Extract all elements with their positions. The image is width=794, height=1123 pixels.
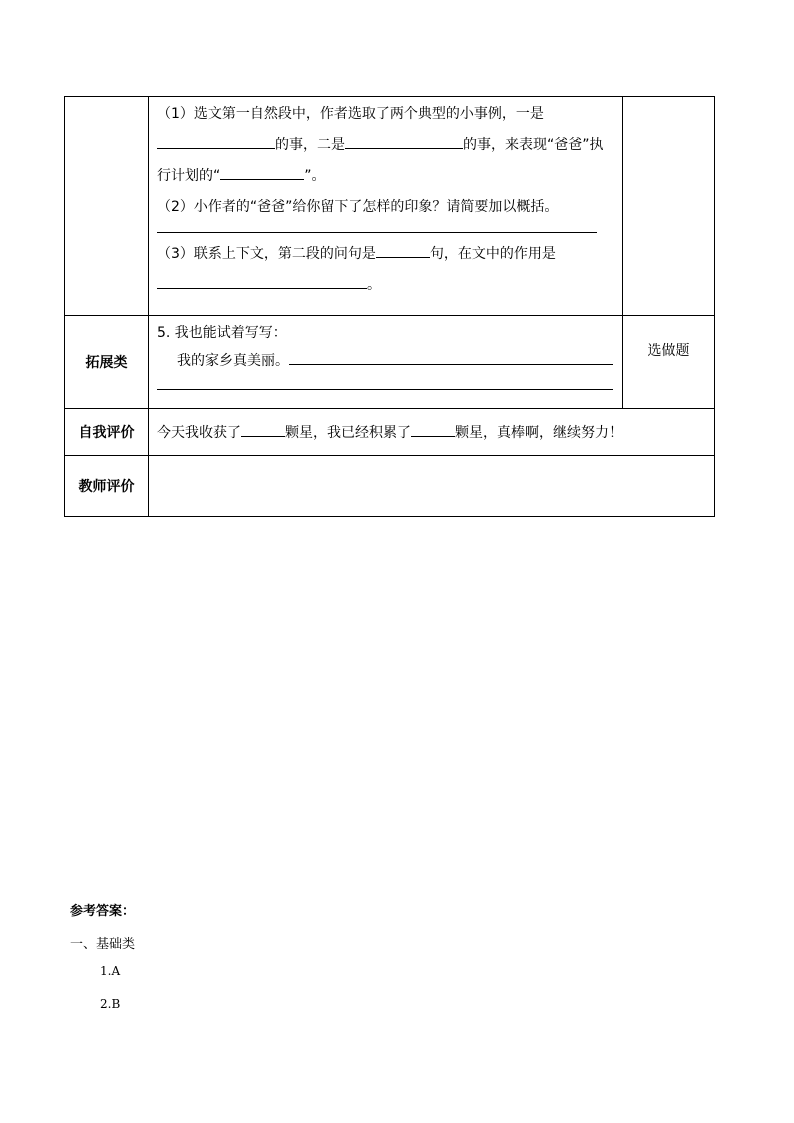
reading-side-cell — [623, 97, 715, 316]
extension-first-line: 我的家乡真美丽。 — [157, 350, 614, 372]
extension-category: 拓展类 — [65, 316, 149, 409]
reading-questions-cell — [149, 97, 623, 316]
answer-blank[interactable] — [157, 274, 367, 289]
question-3-line-1: （3）联系上下文，第二段的问句是 句，在文中的作用是 — [157, 239, 614, 270]
question-2: （2）小作者的“爸爸”给你留下了怎样的印象？请简要加以概括。 — [157, 199, 559, 215]
answer-item: 2.B — [100, 997, 121, 1011]
star-count-blank[interactable] — [241, 422, 285, 437]
extension-row — [65, 316, 715, 409]
teacher-evaluation-row — [65, 456, 715, 517]
answer-blank[interactable] — [157, 134, 275, 149]
question-1-line-1: （1）选文第一自然段中，作者选取了两个典型的小事例，一是 — [157, 106, 544, 122]
self-evaluation-cell — [149, 409, 715, 456]
self-evaluation-text: 今天我收获了 颗星，我已经积累了 颗星，真棒啊，继续努力！ — [157, 422, 706, 443]
optional-note: 选做题 — [647, 343, 690, 359]
teacher-evaluation-category: 教师评价 — [65, 456, 149, 517]
self-evaluation-row — [65, 409, 715, 456]
extension-content-cell — [149, 316, 623, 409]
reading-category-cell — [65, 97, 149, 316]
answer-blank[interactable] — [220, 165, 304, 180]
answer-section-heading: 一、基础类 — [70, 937, 136, 952]
answer-blank[interactable] — [376, 243, 430, 258]
answer-key-title: 参考答案： — [70, 904, 136, 919]
writing-line[interactable] — [157, 388, 613, 390]
worksheet-table — [64, 96, 715, 517]
teacher-evaluation-cell[interactable] — [149, 456, 715, 517]
writing-blank[interactable] — [289, 350, 613, 365]
extension-prompt: 5. 我也能试着写写： — [157, 325, 287, 341]
question-1-line-2: 的事，二是 的事，来表现“爸爸”执 — [157, 130, 614, 161]
answer-item: 1.A — [100, 964, 121, 978]
optional-note-cell — [623, 316, 715, 409]
star-total-blank[interactable] — [411, 422, 455, 437]
self-evaluation-category: 自我评价 — [65, 409, 149, 456]
answer-line[interactable] — [157, 231, 597, 233]
reading-questions-row — [65, 97, 715, 316]
question-3-line-2: 。 — [157, 270, 614, 301]
question-1-line-3: 行计划的“ ”。 — [157, 161, 614, 192]
answer-blank[interactable] — [345, 134, 463, 149]
